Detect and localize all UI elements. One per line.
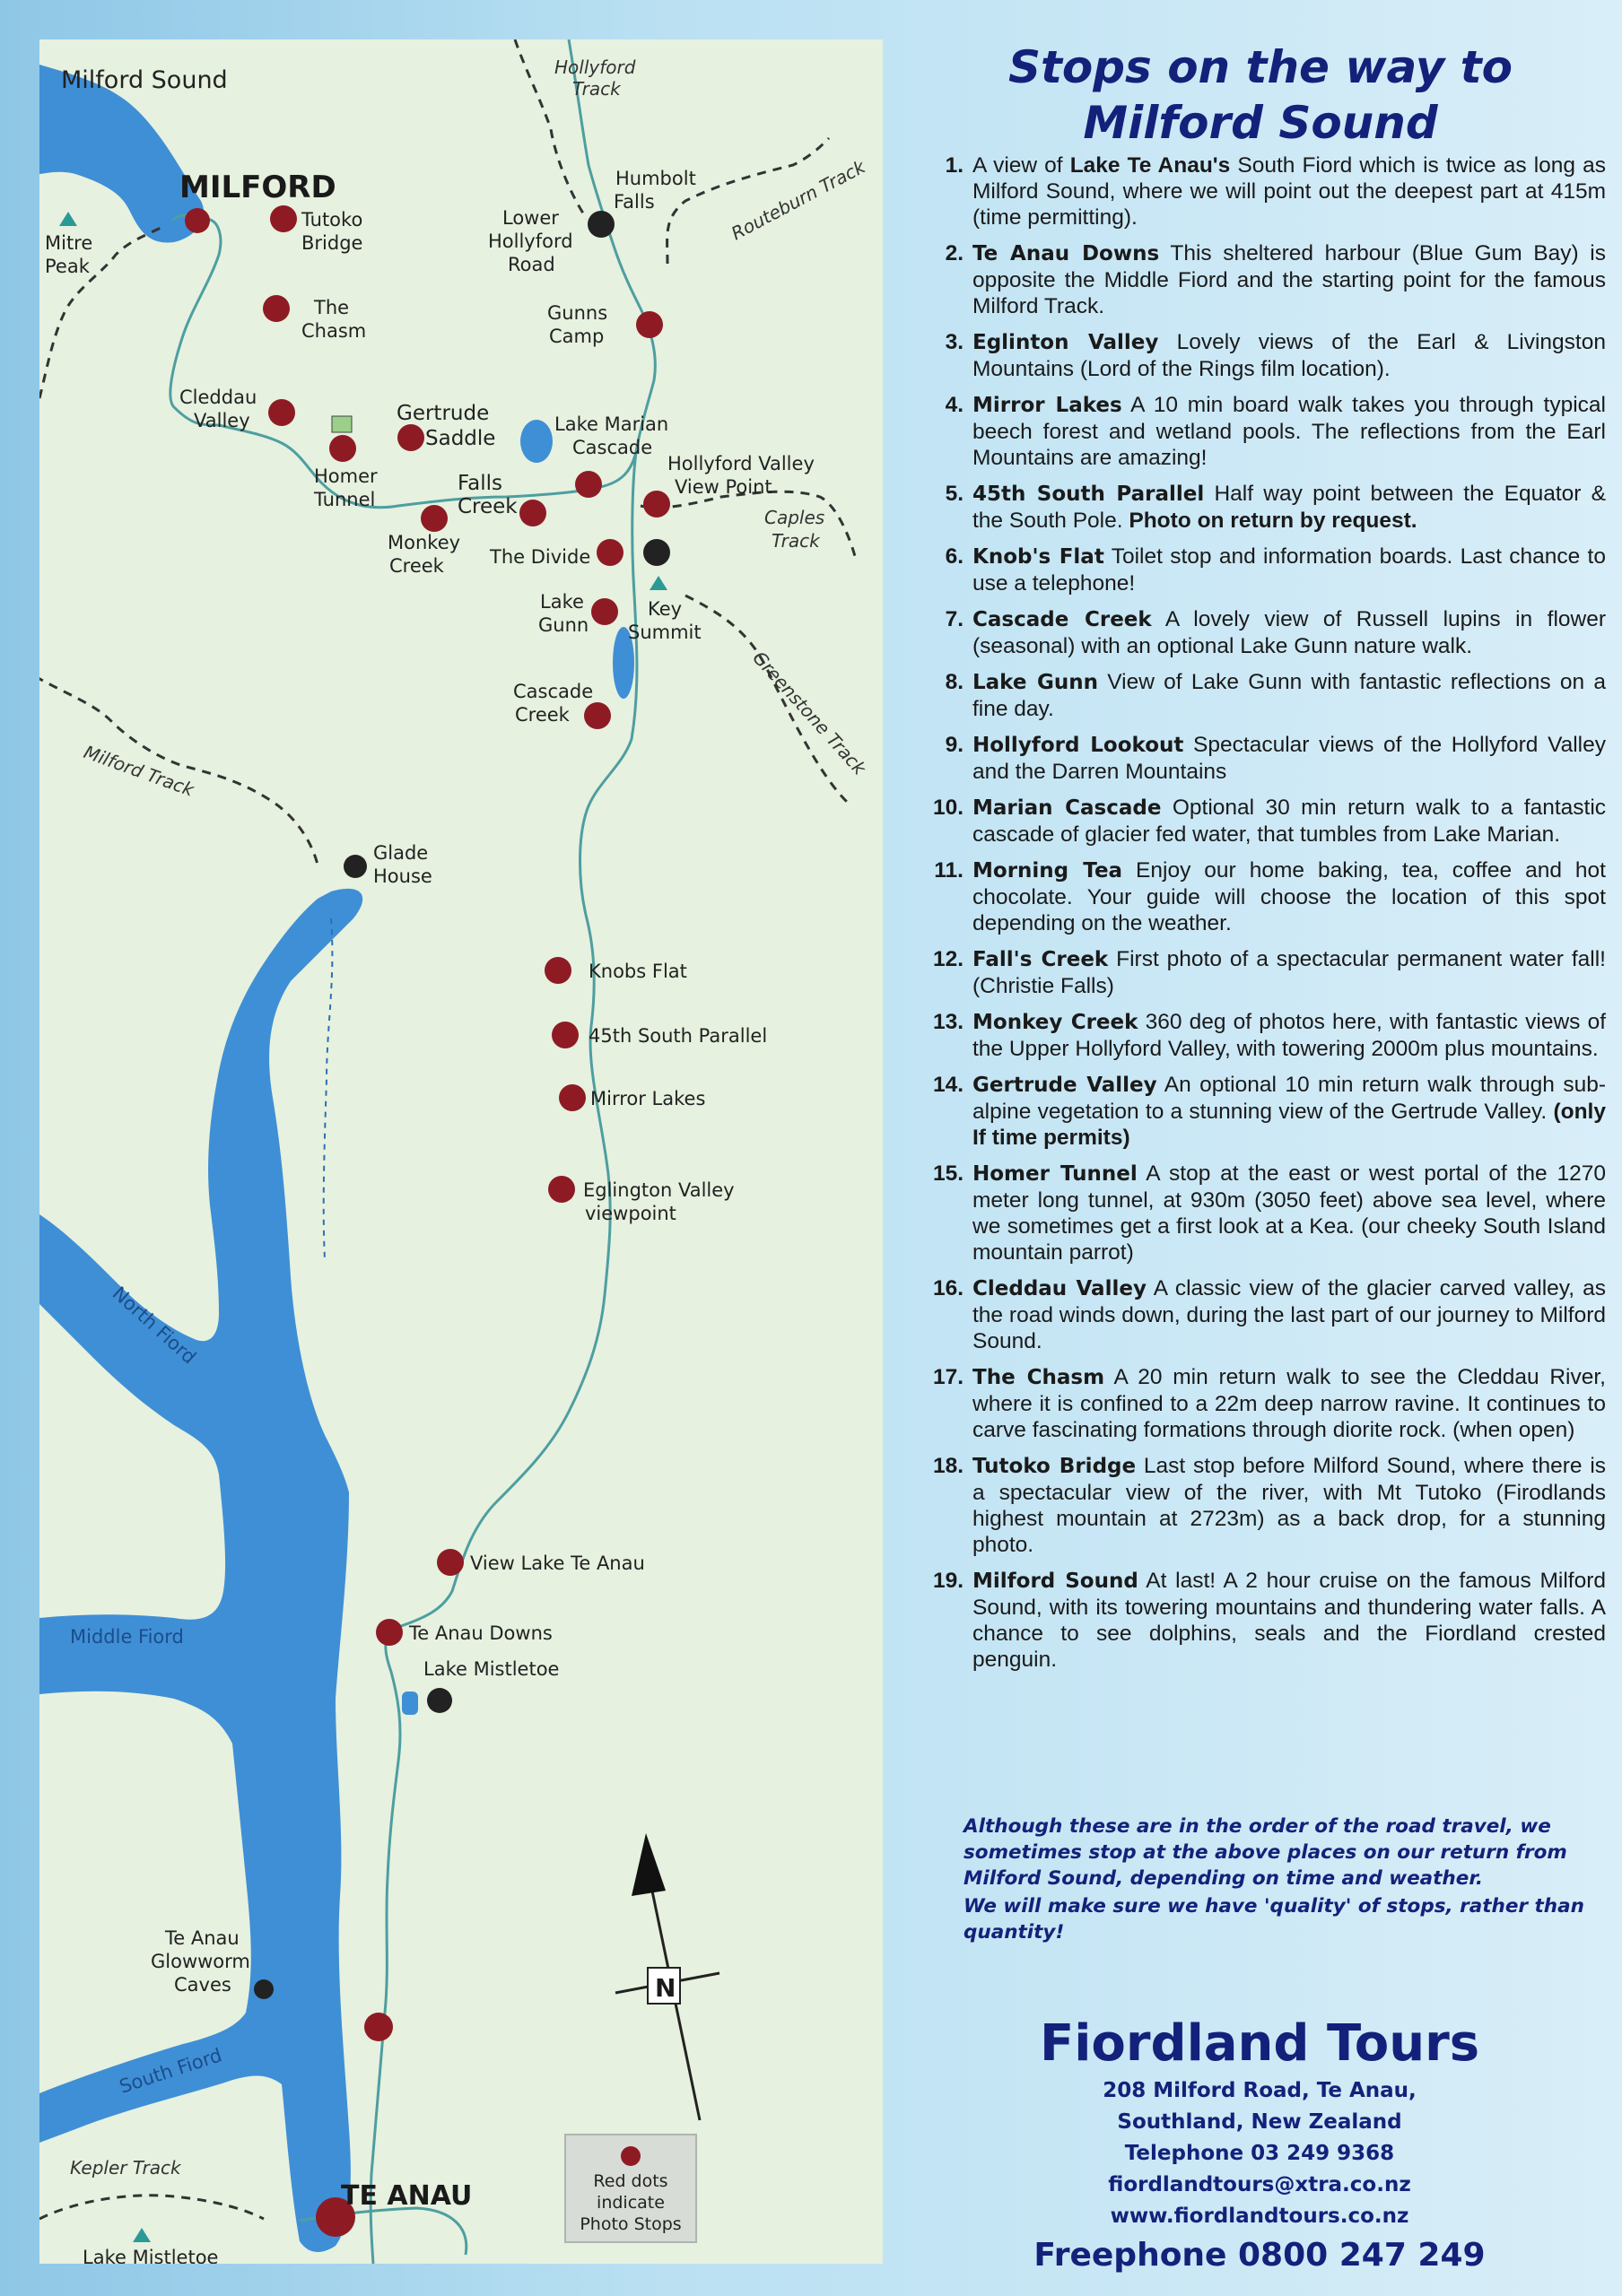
humbolt-falls-dot[interactable] xyxy=(588,211,615,238)
company-website[interactable]: www.fiordlandtours.co.nz xyxy=(1110,2205,1409,2228)
stop-item xyxy=(915,329,1606,382)
route-map xyxy=(39,39,883,2264)
stop-number: 11. xyxy=(934,858,964,883)
map-legend xyxy=(565,2135,696,2242)
stop-description xyxy=(972,946,1606,999)
glade-house-dot[interactable] xyxy=(344,855,367,878)
label-tutoko-bridge-2: Bridge xyxy=(301,232,363,254)
stop-text: 360 deg of photos here, with fantastic views of the Upper Hollyford Valley, with towering 2000m plus mountains. xyxy=(972,1010,1606,1061)
stop-dot-cleddau-valley[interactable] xyxy=(268,399,295,426)
stop-text: View of Lake Gunn with fantastic reflections on a fine day. xyxy=(972,670,1607,721)
label-caples-track-1: Caples xyxy=(764,507,825,528)
travel-note xyxy=(964,1813,1600,1947)
legend-line-2: indicate xyxy=(597,2193,665,2213)
stop-dot-monkey-creek[interactable] xyxy=(421,505,448,532)
stop-number: 7. xyxy=(945,607,964,631)
stop-title: Monkey Creek xyxy=(972,1011,1138,1034)
stop-title: Cleddau Valley xyxy=(972,1277,1147,1300)
label-north-fiord: North Fiord xyxy=(108,1282,201,1369)
stop-item xyxy=(915,669,1606,722)
label-tutoko-bridge-1: Tutoko xyxy=(301,209,363,230)
stop-text: A classic view of the glacier carved valley, as the road winds down, during the last part of our journey to Milford Sound. xyxy=(972,1276,1607,1353)
stop-item xyxy=(915,1072,1606,1151)
label-the-chasm-2: Chasm xyxy=(301,320,367,342)
stop-description xyxy=(972,152,1606,230)
stop-description xyxy=(972,1453,1606,1558)
label-te-anau: TE ANAU xyxy=(341,2180,473,2212)
stop-dot-lake-te-anau[interactable] xyxy=(364,2013,393,2041)
stop-text: Spectacular views of the Hollyford Valley and the Darren Mountains xyxy=(972,733,1606,784)
label-lake-marian-2: Cascade xyxy=(572,437,653,458)
stop-number: 12. xyxy=(932,947,964,971)
stop-dot-falls-creek[interactable] xyxy=(519,500,546,526)
label-eglinton-viewpoint-2: viewpoint xyxy=(585,1203,676,1224)
stop-text: First photo of a spectacular permanent water fall! (Christie Falls) xyxy=(972,947,1606,998)
stop-item xyxy=(915,606,1606,659)
label-lake-gunn-1: Lake xyxy=(540,591,584,613)
stop-text: Last stop before Milford Sound, where there is a spectacular view of the river, with Mt Tutoko (Firodlands highest mountain at 2723m) as a back drop, for a stunning photo. xyxy=(972,1454,1607,1557)
stop-dot-the-chasm[interactable] xyxy=(263,295,290,322)
stop-title: Te Anau Downs xyxy=(972,242,1160,265)
label-gunns-camp-2: Camp xyxy=(549,326,605,347)
label-the-chasm-1: The xyxy=(314,297,350,318)
label-homer-tunnel-2: Tunnel xyxy=(314,489,376,510)
stop-pre-text: A view of xyxy=(972,153,1070,178)
stop-text: South Fiord which is twice as long as Milford Sound, where we will point out the deepest part at 415m (time permitting). xyxy=(972,153,1606,230)
stop-item xyxy=(915,1364,1606,1443)
stop-item xyxy=(915,857,1606,936)
stop-number: 3. xyxy=(945,330,964,354)
stop-item xyxy=(915,1568,1606,1673)
stop-text: At last! A 2 hour cruise on the famous Milford Sound, with its towering mountains and thundering water falls. A chance to see dolphins, seals and the Fiordland crested penguin. xyxy=(972,1569,1606,1672)
label-humbolt-falls-1: Humbolt xyxy=(615,168,696,189)
stop-title: Fall's Creek xyxy=(972,948,1109,971)
label-humbolt-falls-2: Falls xyxy=(614,191,655,213)
stop-number: 18. xyxy=(932,1454,964,1478)
label-glowworm-3: Caves xyxy=(174,1974,231,1996)
label-the-divide: The Divide xyxy=(490,546,591,568)
stop-dot-hollyford-viewpoint[interactable] xyxy=(643,491,670,517)
stop-description xyxy=(972,392,1606,471)
label-mitre-peak-1: Mitre xyxy=(45,232,93,254)
stop-description xyxy=(972,795,1606,848)
stop-item xyxy=(915,392,1606,471)
stop-text: Half way point between the Equator & the South Pole. xyxy=(972,482,1606,533)
label-south-fiord: South Fiord xyxy=(117,2044,225,2098)
stop-title: Gertrude Valley xyxy=(972,1074,1157,1097)
label-45th-parallel: 45th South Parallel xyxy=(589,1025,768,1047)
stop-text: An optional 10 min return walk through sub-alpine vegetation to a stunning view of the Gertrude Valley. xyxy=(972,1073,1607,1124)
stop-description xyxy=(972,606,1606,659)
label-cascade-creek-1: Cascade xyxy=(513,681,594,702)
label-glade-house-1: Glade xyxy=(373,842,429,864)
stop-item xyxy=(915,481,1606,534)
label-lower-hollyford-1: Lower xyxy=(502,207,559,229)
company-name: Fiordland Tours xyxy=(1039,2014,1480,2073)
stop-item xyxy=(915,1275,1606,1354)
stop-dot-te-anau-downs[interactable] xyxy=(376,1619,403,1646)
label-lake-marian-1: Lake Marian xyxy=(554,413,669,435)
label-view-lake-te-anau: View Lake Te Anau xyxy=(470,1552,645,1574)
stop-text: Toilet stop and information boards. Last chance to use a telephone! xyxy=(972,544,1606,596)
stop-dot-milford[interactable] xyxy=(185,208,210,233)
stop-number: 17. xyxy=(932,1365,964,1389)
stop-description xyxy=(972,1072,1606,1151)
label-falls-creek-1: Falls xyxy=(458,472,502,495)
stop-title: Cascade Creek xyxy=(972,608,1152,631)
company-phone: Telephone 03 249 9368 xyxy=(1124,2142,1395,2165)
label-caples-track-2: Track xyxy=(772,530,820,552)
stop-description xyxy=(972,1009,1606,1062)
stop-item xyxy=(915,240,1606,319)
legend-line-1: Red dots xyxy=(593,2171,668,2191)
label-te-anau-downs: Te Anau Downs xyxy=(409,1622,553,1644)
label-key-summit-2: Summit xyxy=(628,622,702,643)
stops-panel xyxy=(897,0,1622,2296)
stop-dot-view-lake-te-anau[interactable] xyxy=(437,1549,464,1576)
stop-text: A stop at the east or west portal of the 1270 meter long tunnel, at 930m (3050 feet) above sea level, where we sometimes get a first look at a Kea. (our cheeky South Island mountain parrot) xyxy=(972,1161,1606,1265)
stop-text: A 20 min return walk to see the Cleddau River, where it is confined to a 22m deep narrow ravine. It continues to carve fascinating formations through diorite rock. (when open) xyxy=(972,1365,1606,1442)
stop-text: A lovely view of Russell lupins in flower (seasonal) with an optional Lake Gunn nature walk. xyxy=(972,607,1606,658)
label-milford: MILFORD xyxy=(179,170,336,205)
title-line-1: Stops on the way to xyxy=(1007,41,1513,93)
label-cascade-creek-2: Creek xyxy=(515,704,570,726)
stop-description xyxy=(972,669,1606,722)
label-lake-mistletoe: Lake Mistletoe xyxy=(423,1658,560,1680)
label-lower-hollyford-3: Road xyxy=(508,254,555,275)
label-hollyford-viewpoint-1: Hollyford Valley xyxy=(667,453,815,474)
stop-title: Hollyford Lookout xyxy=(972,734,1184,757)
label-lake-mistletoe-south: Lake Mistletoe xyxy=(83,2247,219,2264)
company-block xyxy=(897,2013,1622,2232)
label-mitre-peak-2: Peak xyxy=(45,256,90,277)
stop-description xyxy=(972,240,1606,319)
stop-text: Lovely views of the Earl & Livingston Mountains (Lord of the Rings film location). xyxy=(972,330,1606,381)
stop-number: 6. xyxy=(945,544,964,569)
stop-dot-lake-gunn[interactable] xyxy=(591,598,618,625)
label-homer-tunnel-1: Homer xyxy=(314,465,378,487)
company-address-2: Southland, New Zealand xyxy=(1117,2110,1402,2134)
label-kepler-track: Kepler Track xyxy=(70,2157,181,2179)
label-hollyford-track-1: Hollyford xyxy=(554,57,636,78)
stop-title: Knob's Flat xyxy=(972,545,1104,569)
company-email[interactable]: fiordlandtours@xtra.co.nz xyxy=(1108,2173,1411,2196)
stop-description xyxy=(972,857,1606,936)
stop-title: Mirror Lakes xyxy=(972,394,1122,417)
label-cleddau-valley-2: Valley xyxy=(194,410,250,431)
stop-dot-45th-parallel[interactable] xyxy=(552,1022,579,1048)
stop-number: 13. xyxy=(932,1010,964,1034)
stop-title: Lake Gunn xyxy=(972,671,1098,694)
page-title xyxy=(933,39,1588,151)
stop-title: Marian Cascade xyxy=(972,796,1162,820)
stop-emphasis: Photo on return by request. xyxy=(1129,509,1417,533)
stop-title: Milford Sound xyxy=(972,1570,1138,1593)
lake-marian-water xyxy=(520,420,553,463)
stop-item xyxy=(915,1161,1606,1265)
stop-dot-cascade-creek[interactable] xyxy=(584,702,611,729)
stop-dot-gunns-camp[interactable] xyxy=(636,311,663,338)
stop-number: 2. xyxy=(945,241,964,265)
stop-title: 45th South Parallel xyxy=(972,483,1205,506)
label-monkey-creek-2: Creek xyxy=(389,555,444,577)
label-knobs-flat: Knobs Flat xyxy=(589,961,687,982)
glowworm-caves-dot[interactable] xyxy=(254,1979,274,1999)
stop-description xyxy=(972,1161,1606,1265)
map-canvas xyxy=(39,39,883,2264)
label-monkey-creek-1: Monkey xyxy=(388,532,461,553)
stop-dot-homer-tunnel[interactable] xyxy=(329,435,356,462)
label-lake-gunn-2: Gunn xyxy=(538,614,589,636)
label-greenstone-track: Greenstone Track xyxy=(748,647,871,779)
stop-item xyxy=(915,1453,1606,1558)
label-lower-hollyford-2: Hollyford xyxy=(488,230,573,252)
stop-item xyxy=(915,795,1606,848)
lake-mistletoe-dot[interactable] xyxy=(427,1688,452,1713)
stop-description xyxy=(972,1364,1606,1443)
label-hollyford-track-2: Track xyxy=(572,78,621,100)
stop-text: A 10 min board walk takes you through typical beech forest and wetland pools. The reflections from the Earl Mountains are amazing! xyxy=(972,393,1606,470)
label-eglinton-viewpoint-1: Eglington Valley xyxy=(583,1179,735,1201)
label-gertrude-saddle-1: Gertrude xyxy=(397,402,490,425)
stop-dot-mirror-lakes[interactable] xyxy=(559,1084,586,1111)
label-mirror-lakes: Mirror Lakes xyxy=(590,1088,706,1109)
stop-dot-knobs-flat[interactable] xyxy=(545,957,571,984)
stop-item xyxy=(915,732,1606,785)
label-glowworm-1: Te Anau xyxy=(165,1927,240,1949)
stop-number: 14. xyxy=(932,1073,964,1097)
label-middle-fiord: Middle Fiord xyxy=(70,1626,184,1648)
label-gunns-camp-1: Gunns xyxy=(547,302,608,324)
company-address-1: 208 Milford Road, Te Anau, xyxy=(1103,2079,1417,2102)
compass-label: N xyxy=(655,1973,676,2003)
stop-description xyxy=(972,329,1606,382)
label-glowworm-2: Glowworm xyxy=(151,1951,250,1972)
stop-number: 15. xyxy=(932,1161,964,1186)
legend-line-3: Photo Stops xyxy=(580,2214,682,2234)
stop-item xyxy=(915,1009,1606,1062)
key-summit-dot[interactable] xyxy=(643,539,670,566)
stop-number: 4. xyxy=(945,393,964,417)
label-gertrude-saddle-2: Saddle xyxy=(425,427,496,450)
label-falls-creek-2: Creek xyxy=(458,495,518,518)
stop-item xyxy=(915,544,1606,596)
label-key-summit-1: Key xyxy=(648,598,683,620)
label-milford-track: Milford Track xyxy=(81,741,197,801)
stop-title: Homer Tunnel xyxy=(972,1162,1138,1186)
stop-number: 8. xyxy=(945,670,964,694)
label-routeburn-track: Routeburn Track xyxy=(728,155,869,245)
label-hollyford-viewpoint-2: View Point xyxy=(675,476,772,498)
label-glade-house-2: House xyxy=(373,865,432,887)
homer-tunnel-icon xyxy=(332,416,352,432)
stop-description xyxy=(972,544,1606,596)
stop-title: Tutoko Bridge xyxy=(972,1455,1137,1478)
note-line-1: Although these are in the order of the road travel, we sometimes stop at the above places on our return from Milford Sound, depending on time and weather. xyxy=(964,1815,1567,1890)
stop-number: 1. xyxy=(945,153,964,178)
label-cleddau-valley-1: Cleddau xyxy=(179,387,257,408)
stop-description xyxy=(972,1275,1606,1354)
stop-dot-gertrude-saddle[interactable] xyxy=(397,424,424,451)
stop-dot-marian-cascade[interactable] xyxy=(575,471,602,498)
stop-emphasis: (only If time permits) xyxy=(972,1100,1606,1150)
title-line-2: Milford Sound xyxy=(1083,97,1438,149)
legend-dot xyxy=(621,2146,641,2166)
stop-dot-the-divide[interactable] xyxy=(597,539,624,566)
stop-text: Enjoy our home baking, tea, coffee and hot chocolate. Your guide will choose the location of this spot depending on the weather. xyxy=(972,858,1606,935)
stop-item xyxy=(915,152,1606,230)
stop-dot-eglinton-valley[interactable] xyxy=(548,1176,575,1203)
stop-text: Optional 30 min return walk to a fantastic cascade of glacier fed water, that tumbles from Lake Marian. xyxy=(972,796,1607,847)
stop-text: This sheltered harbour (Blue Gum Bay) is opposite the Middle Fiord and the starting point for the famous Milford Track. xyxy=(972,241,1606,318)
stop-number: 5. xyxy=(945,482,964,506)
lake-mistletoe-water xyxy=(402,1692,418,1715)
note-line-2: We will make sure we have 'quality' of stops, rather than quantity! xyxy=(964,1895,1584,1944)
stop-number: 9. xyxy=(945,733,964,757)
stop-number: 10. xyxy=(932,796,964,820)
stop-description xyxy=(972,1568,1606,1673)
stop-title: Eglinton Valley xyxy=(972,331,1159,354)
stop-number: 19. xyxy=(932,1569,964,1593)
stop-dot-tutoko-bridge[interactable] xyxy=(270,205,297,232)
stop-number: 16. xyxy=(932,1276,964,1300)
stop-title: Morning Tea xyxy=(972,859,1123,883)
label-milford-sound: Milford Sound xyxy=(61,66,228,94)
stop-item xyxy=(915,946,1606,999)
freephone-number[interactable]: Freephone 0800 247 249 xyxy=(1033,2237,1486,2274)
stop-inline-bold: Lake Te Anau's xyxy=(1069,153,1231,178)
stop-title: The Chasm xyxy=(972,1366,1105,1389)
stop-description xyxy=(972,481,1606,534)
stop-description xyxy=(972,732,1606,785)
stops-list xyxy=(915,152,1606,1683)
